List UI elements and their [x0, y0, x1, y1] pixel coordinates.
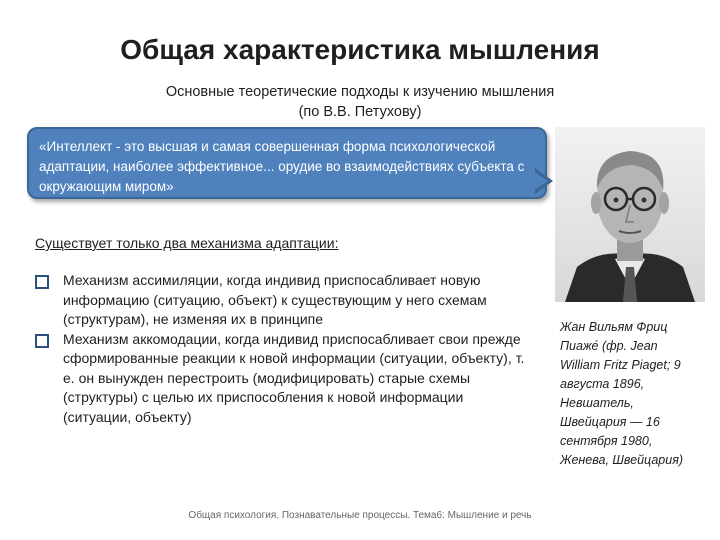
portrait-illustration	[555, 127, 705, 302]
checkbox-square-icon	[35, 334, 49, 348]
list-item-text: Механизм ассимиляции, когда индивид приспосабливает новую информацию (ситуацию, объект) к существующим у него схемам (структурам), не изменяя их в принципе	[63, 272, 487, 327]
photo-caption: Жан Вильям Фриц Пиаже́ (фр. Jean William Fritz Piaget; 9 августа 1896, Невшатель, Швейцария — 16 сентября 1980, Женева, Швейцария)	[560, 320, 684, 467]
list-item-text: Механизм аккомодации, когда индивид приспосабливает свои прежде сформированные реакции к новой информации (ситуации, объекту), т. е. он вынужден перестроить (модифицировать) старые схемы (структуры) с целью их приспособления к новой информации (ситуации, объекту)	[63, 330, 525, 425]
list-item	[35, 271, 535, 330]
subtitle-line-1: Основные теоретические подходы к изучению мышления	[165, 84, 555, 100]
mechanism-list	[35, 271, 535, 427]
slide-footer: Общая психология. Познавательные процессы. Тема6: Мышление и речь	[188, 510, 532, 521]
quote-text: «Интеллект - это высшая и самая совершенная форма психологической адаптации, наиболее эффективное... орудие во взаимодействиях субъекта с окружающим миром»	[39, 139, 525, 194]
quote-callout	[27, 127, 547, 199]
mechanisms-intro: Существует только два механизма адаптации:	[35, 235, 339, 251]
portrait-photo	[555, 127, 705, 302]
slide-title: Общая характеристика мышления	[120, 34, 600, 65]
callout-tail-fill	[533, 171, 548, 191]
subtitle-line-2: (по В.В. Петухову)	[298, 104, 422, 120]
list-item	[35, 330, 535, 428]
subtitle	[60, 82, 660, 122]
checkbox-square-icon	[35, 275, 49, 289]
